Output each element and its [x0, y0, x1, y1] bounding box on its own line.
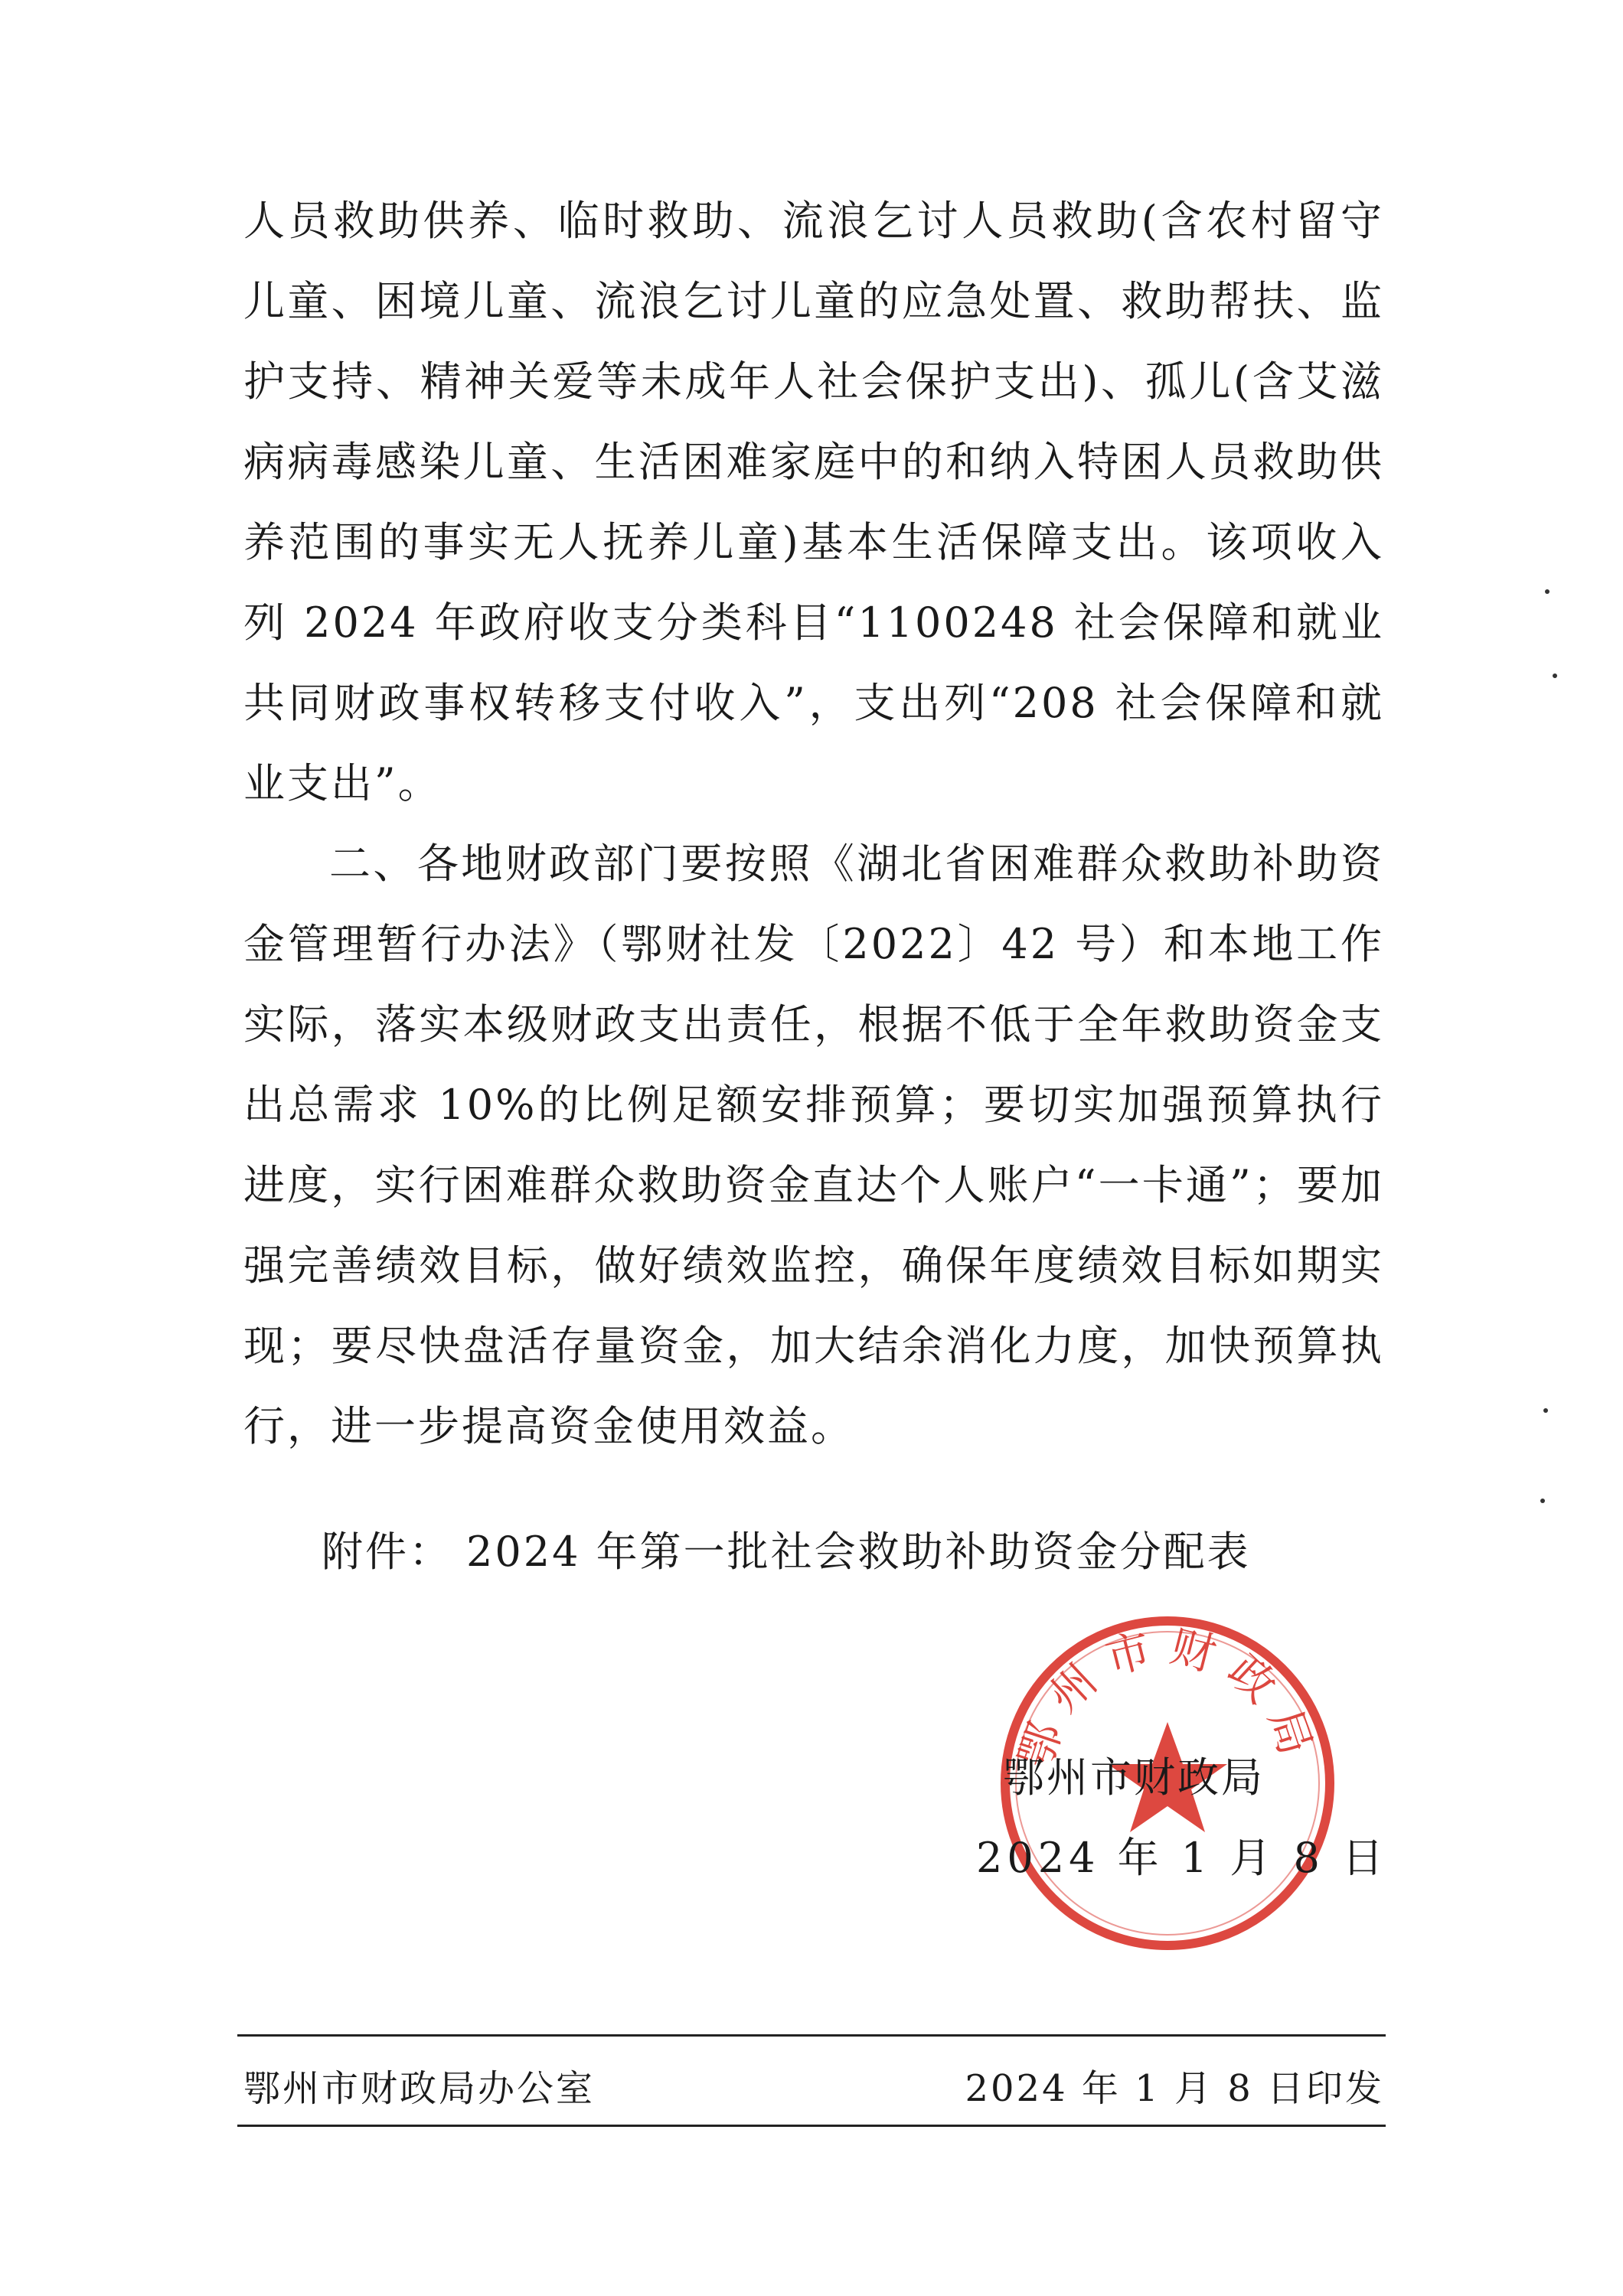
scan-speck: [1545, 589, 1550, 594]
attachment-label: 附件：: [322, 1528, 452, 1576]
document-body: [243, 181, 1384, 1466]
scan-speck: [1553, 673, 1557, 678]
footer-top-rule: [237, 2034, 1386, 2037]
scan-speck: [1543, 1408, 1548, 1413]
signature-organization: 鄂州市财政局: [1003, 1753, 1265, 1802]
attachment-line: [322, 1512, 1251, 1592]
signature-date: 2024 年 1 月 8 日: [976, 1834, 1388, 1882]
footer-issue-date: 2024 年 1 月 8 日印发: [965, 2067, 1384, 2110]
footer-bottom-rule: [237, 2125, 1386, 2127]
body-paragraph-section-two: 二、各地财政部门要按照《湖北省困难群众救助补助资金管理暂行办法》（鄂财社发〔2022〕42 号）和本地工作实际，落实本级财政支出责任，根据不低于全年救助资金支出总需求 10%的比例足额安排预算；要切实加强预算执行进度，实行困难群众救助资金直达个人账户“一卡通”；要加强完善绩效目标，做好绩效监控，确保年度绩效目标如期实现；要尽快盘活存量资金，加大结余消化力度，加快预算执行，进一步提高资金使用效益。: [243, 840, 1384, 1450]
footer-issuer: 鄂州市财政局办公室: [243, 2067, 596, 2110]
footer-imprint: [243, 2059, 1384, 2112]
attachment-title: 2024 年第一批社会救助补助资金分配表: [466, 1528, 1251, 1576]
body-paragraph-continued: 人员救助供养、临时救助、流浪乞讨人员救助(含农村留守儿童、困境儿童、流浪乞讨儿童的应急处置、救助帮扶、监护支持、精神关爱等未成年人社会保护支出)、孤儿(含艾滋病病毒感染儿童、生活困难家庭中的和纳入特困人员救助供养范围的事实无人抚养儿童)基本生活保障支出。该项收入列 2024 年政府收支分类科目“1100248 社会保障和就业共同财政事权转移支付收入”，支出列“208 社会保障和就业支出”。: [243, 197, 1384, 807]
scan-speck: [1540, 1499, 1545, 1503]
seal-text: 鄂州市财政局: [1008, 1619, 1327, 1775]
